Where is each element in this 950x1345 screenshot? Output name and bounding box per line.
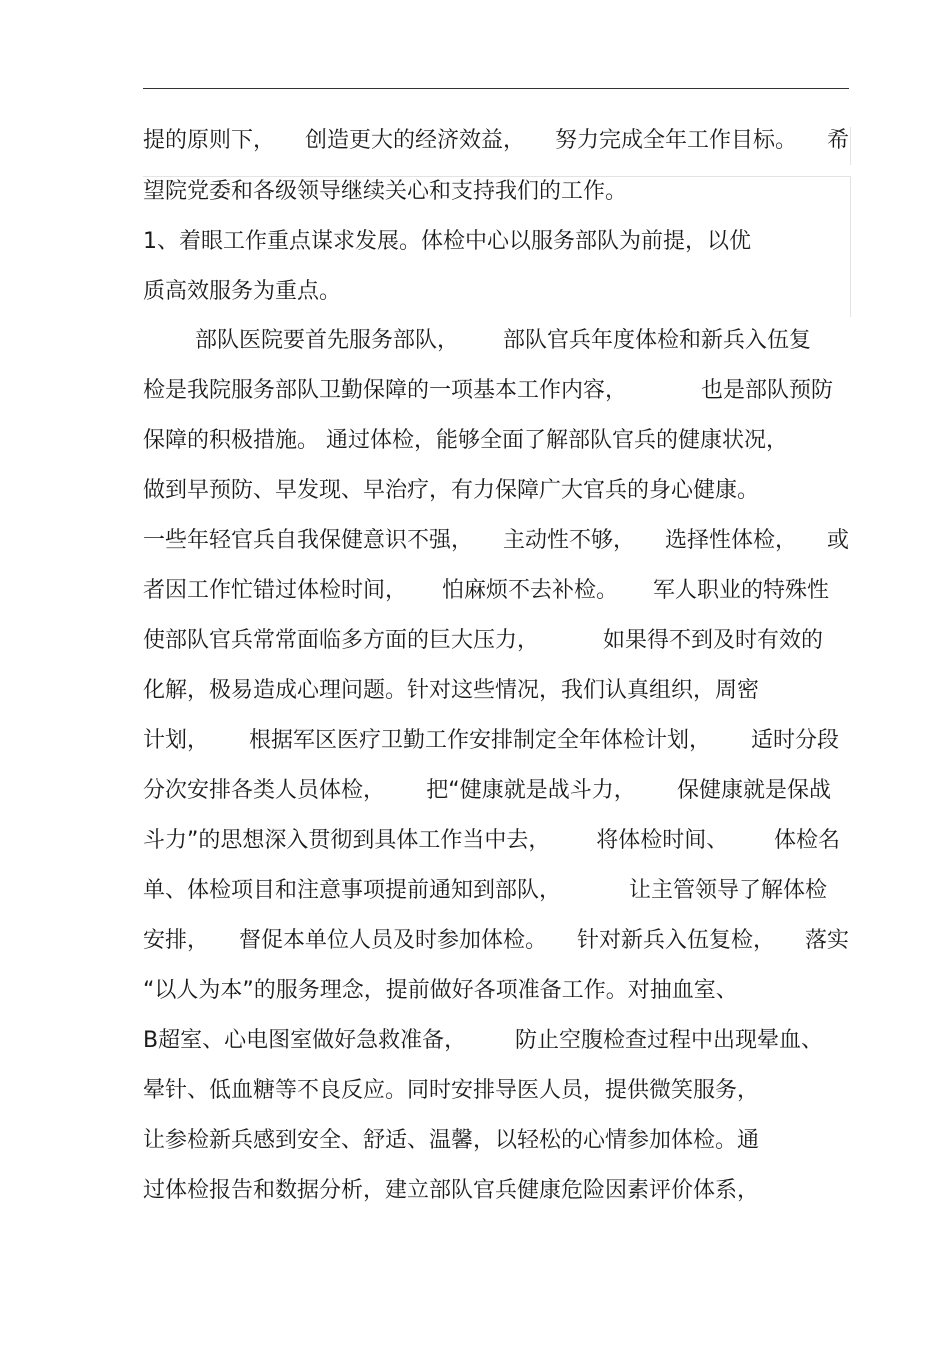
text-segment: 保健康就是保战 [676,778,831,803]
text-segment: 怕麻烦不去补检。 [441,578,618,603]
text-segment: 计划， [143,728,210,753]
text-segment: 防止空腹检查过程中出现晕血、 [514,1028,823,1053]
text-segment: 部队官兵年度体检和新兵入伍复 [502,328,811,353]
text-segment: 努力完成全年工作目标。 [554,128,797,153]
text-segment: 军人职业的特殊性 [652,578,829,603]
text-line [143,376,833,406]
text-line: 望院党委和各级领导继续关心和支持我们的工作。 [143,179,628,204]
text-segment: 让主管领导了解体检 [628,878,827,903]
text-segment: 斗力”的思想深入贯彻到具体工作当中去， [143,828,551,853]
text-segment: 使部队官兵常常面临多方面的巨大压力， [143,628,540,653]
text-segment: 单、体检项目和注意事项提前通知到部队， [143,878,562,903]
text-line: 化解，极易造成心理问题。针对这些情况，我们认真组织，周密 [143,678,760,703]
text-segment: 体检名 [773,828,840,853]
text-segment: 督促本单位人员及时参加体检。 [238,928,547,953]
text-line: 保障的积极措施。 通过体检，能够全面了解部队官兵的健康状况， [143,428,788,453]
text-line: 1、着眼工作重点谋求发展。体检中心以服务部队为前提，以优 [143,229,751,254]
text-segment: 将体检时间、 [596,828,729,853]
text-segment: 把“健康就是战斗力， [426,778,636,803]
text-segment: 落实 [804,928,849,953]
text-segment: 希 [826,128,849,153]
text-line: “以人为本”的服务理念，提前做好各项准备工作。对抽血室、 [143,978,738,1003]
text-segment: 针对新兵入伍复检， [576,928,775,953]
text-line: 做到早预防、早发现、早治疗，有力保障广大官兵的身心健康。 [143,478,760,503]
text-segment: 也是部队预防 [700,378,833,403]
text-segment: 主动性不够， [502,528,635,553]
text-segment: 部队医院要首先服务部队， [195,328,460,353]
text-segment: 创造更大的经济效益， [304,128,525,153]
text-line [143,726,839,756]
text-line [143,826,840,856]
text-segment: 者因工作忙错过体检时间， [143,578,408,603]
text-line [143,1026,823,1056]
text-segment: 适时分段 [750,728,839,753]
text-segment: 提的原则下， [143,128,276,153]
text-segment: 选择性体检， [664,528,797,553]
text-line [143,926,849,956]
text-line: 质高效服务为重点。 [143,279,342,304]
text-segment: 一些年轻官兵自我保健意识不强， [143,528,474,553]
text-segment: 检是我院服务部队卫勤保障的一项基本工作内容， [143,378,628,403]
text-line [143,576,829,606]
text-segment: 或 [826,528,849,553]
text-line [143,876,827,906]
text-segment: 如果得不到及时有效的 [602,628,823,653]
text-line [143,126,849,156]
text-segment: 安排， [143,928,210,953]
text-line [143,526,849,556]
text-line: 让参检新兵感到安全、舒适、温馨，以轻松的心情参加体检。通 [143,1128,760,1153]
text-line: 过体检报告和数据分析，建立部队官兵健康危险因素评价体系， [143,1178,760,1203]
text-segment: 根据军区医疗卫勤工作安排制定全年体检计划， [248,728,711,753]
text-segment: B超室、心电图室做好急救准备， [143,1028,467,1053]
text-line [143,776,831,806]
header-rule [143,88,849,89]
text-line: 晕针、低血糖等不良反应。同时安排导医人员，提供微笑服务， [143,1078,760,1103]
text-segment: 分次安排各类人员体检， [143,778,386,803]
text-line [195,326,811,356]
text-line [143,626,823,656]
